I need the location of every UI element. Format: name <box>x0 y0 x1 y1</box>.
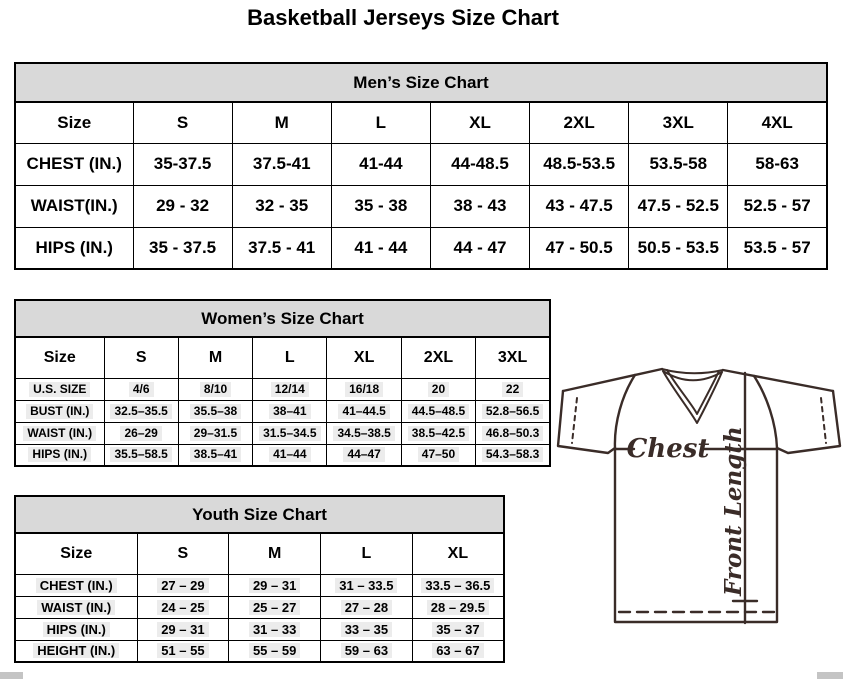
table-cell <box>401 400 475 422</box>
row-label <box>15 378 104 400</box>
column-header: Size <box>15 337 104 378</box>
table-cell <box>253 422 327 444</box>
cell-text: 38.5–41 <box>190 447 241 462</box>
column-header: M <box>178 337 252 378</box>
table-row <box>15 640 504 662</box>
row-label: CHEST (IN.) <box>15 143 133 185</box>
table-row <box>15 143 827 185</box>
table-cell <box>178 422 252 444</box>
cell-text: HIPS (IN.) <box>28 447 91 462</box>
scrollbar-thumb-right[interactable] <box>817 672 843 679</box>
column-header: 3XL <box>629 102 728 143</box>
cell-text: U.S. SIZE <box>29 382 90 397</box>
cell-text: 31 – 33.5 <box>335 578 397 593</box>
table-row <box>15 444 550 466</box>
table-cell <box>253 378 327 400</box>
table-row <box>15 102 827 143</box>
table-cell <box>137 596 229 618</box>
cell-text: 24 – 25 <box>157 600 208 615</box>
cell-text: 26–29 <box>120 426 161 441</box>
table-cell <box>321 618 413 640</box>
table-row <box>15 596 504 618</box>
column-header: Size <box>15 102 133 143</box>
mens-table-title: Men’s Size Chart <box>15 63 827 102</box>
table-cell: 38 - 43 <box>430 185 529 227</box>
cell-text: 63 – 67 <box>432 643 483 658</box>
table-cell <box>412 640 504 662</box>
table-cell <box>253 400 327 422</box>
table-row <box>15 378 550 400</box>
row-label <box>15 400 104 422</box>
table-row <box>15 618 504 640</box>
table-cell: 37.5-41 <box>232 143 331 185</box>
table-cell: 43 - 47.5 <box>530 185 629 227</box>
cell-text: 38.5–42.5 <box>408 426 469 441</box>
jersey-outline <box>563 369 662 391</box>
table-cell <box>476 400 550 422</box>
table-cell <box>327 422 401 444</box>
table-cell: 44 - 47 <box>430 227 529 269</box>
cell-text: 4/6 <box>129 382 154 397</box>
table-cell: 53.5-58 <box>629 143 728 185</box>
jersey-outline <box>723 370 833 391</box>
table-cell: 48.5-53.5 <box>530 143 629 185</box>
table-cell <box>229 640 321 662</box>
table-cell <box>327 400 401 422</box>
youth-table-title: Youth Size Chart <box>15 496 504 533</box>
table-cell <box>178 444 252 466</box>
table-cell <box>104 422 178 444</box>
table-cell <box>412 596 504 618</box>
table-row <box>15 533 504 574</box>
table-cell <box>137 640 229 662</box>
cell-text: 31 – 33 <box>249 622 300 637</box>
table-cell <box>401 444 475 466</box>
table-cell: 44-48.5 <box>430 143 529 185</box>
cell-text: 29–31.5 <box>190 426 241 441</box>
youth-size-table <box>14 495 505 663</box>
table-row <box>15 574 504 596</box>
table-cell: 41-44 <box>331 143 430 185</box>
column-header: 2XL <box>530 102 629 143</box>
jersey-left-sleeve <box>558 391 615 453</box>
table-cell: 35-37.5 <box>133 143 232 185</box>
cell-text: 41–44.5 <box>338 404 389 419</box>
womens-size-table <box>14 299 551 467</box>
table-cell: 41 - 44 <box>331 227 430 269</box>
jersey-seam <box>754 376 777 448</box>
scrollbar-thumb-left[interactable] <box>0 672 23 679</box>
cell-text: 16/18 <box>345 382 383 397</box>
table-cell: 50.5 - 53.5 <box>629 227 728 269</box>
table-cell: 29 - 32 <box>133 185 232 227</box>
table-row <box>15 496 504 533</box>
column-header: XL <box>412 533 504 574</box>
cell-text: 34.5–38.5 <box>333 426 394 441</box>
page-title: Basketball Jerseys Size Chart <box>247 5 559 30</box>
table-cell <box>327 444 401 466</box>
cell-text: 35.5–38 <box>190 404 241 419</box>
table-cell: 35 - 38 <box>331 185 430 227</box>
cell-text: 55 – 59 <box>249 643 300 658</box>
table-cell <box>178 400 252 422</box>
cell-text: 27 – 29 <box>157 578 208 593</box>
row-label <box>15 618 137 640</box>
cell-text: WAIST (IN.) <box>37 600 115 615</box>
table-cell <box>476 422 550 444</box>
column-header: XL <box>430 102 529 143</box>
table-cell <box>327 378 401 400</box>
table-cell <box>412 618 504 640</box>
jersey-diagram <box>555 360 843 679</box>
column-header: M <box>229 533 321 574</box>
row-label: WAIST(IN.) <box>15 185 133 227</box>
column-header: L <box>321 533 413 574</box>
table-cell <box>104 400 178 422</box>
cell-text: 47–50 <box>418 447 459 462</box>
cuff-dashed-line <box>821 398 826 443</box>
table-cell <box>476 378 550 400</box>
cell-text: 33.5 – 36.5 <box>421 578 494 593</box>
cell-text: 32.5–35.5 <box>110 404 171 419</box>
mens-size-table <box>14 62 828 270</box>
table-cell: 47 - 50.5 <box>530 227 629 269</box>
column-header: 2XL <box>401 337 475 378</box>
table-cell <box>104 444 178 466</box>
table-cell: 52.5 - 57 <box>728 185 827 227</box>
table-cell: 37.5 - 41 <box>232 227 331 269</box>
row-label: HIPS (IN.) <box>15 227 133 269</box>
table-cell <box>321 640 413 662</box>
column-header: M <box>232 102 331 143</box>
column-header: S <box>133 102 232 143</box>
cell-text: 20 <box>428 382 449 397</box>
column-header: 3XL <box>476 337 550 378</box>
womens-table-title: Women’s Size Chart <box>15 300 550 337</box>
table-cell <box>401 378 475 400</box>
table-row <box>15 227 827 269</box>
cell-text: 12/14 <box>271 382 309 397</box>
column-header: XL <box>327 337 401 378</box>
cell-text: WAIST (IN.) <box>23 426 96 441</box>
table-cell <box>137 574 229 596</box>
column-header: S <box>137 533 229 574</box>
cuff-dashed-line <box>572 398 577 443</box>
table-row <box>15 63 827 102</box>
table-cell <box>412 574 504 596</box>
cell-text: 8/10 <box>200 382 231 397</box>
row-label <box>15 596 137 618</box>
cell-text: 31.5–34.5 <box>259 426 320 441</box>
table-cell: 35 - 37.5 <box>133 227 232 269</box>
cell-text: 44–47 <box>343 447 384 462</box>
cell-text: 29 – 31 <box>157 622 208 637</box>
front-length-label: Front Length <box>720 426 747 596</box>
cell-text: 35 – 37 <box>432 622 483 637</box>
cell-text: 22 <box>502 382 523 397</box>
cell-text: 52.8–56.5 <box>482 404 543 419</box>
cell-text: 54.3–58.3 <box>482 447 543 462</box>
cell-text: 41–44 <box>269 447 310 462</box>
cell-text: 59 – 63 <box>341 643 392 658</box>
cell-text: 27 – 28 <box>341 600 392 615</box>
cell-text: BUST (IN.) <box>26 404 93 419</box>
table-cell: 58-63 <box>728 143 827 185</box>
cell-text: 51 – 55 <box>157 643 208 658</box>
table-cell <box>104 378 178 400</box>
cell-text: 33 – 35 <box>341 622 392 637</box>
table-cell <box>321 596 413 618</box>
table-row <box>15 400 550 422</box>
table-cell <box>401 422 475 444</box>
jersey-collar <box>662 369 723 373</box>
table-row <box>15 337 550 378</box>
table-cell: 32 - 35 <box>232 185 331 227</box>
jersey-body <box>615 448 777 622</box>
column-header: L <box>253 337 327 378</box>
cell-text: 28 – 29.5 <box>427 600 489 615</box>
column-header: 4XL <box>728 102 827 143</box>
table-cell <box>321 574 413 596</box>
table-row <box>15 185 827 227</box>
table-cell <box>178 378 252 400</box>
cell-text: 38–41 <box>269 404 310 419</box>
chest-label: Chest <box>626 434 710 464</box>
column-header: Size <box>15 533 137 574</box>
table-cell: 53.5 - 57 <box>728 227 827 269</box>
row-label <box>15 574 137 596</box>
cell-text: 46.8–50.3 <box>482 426 543 441</box>
table-cell <box>476 444 550 466</box>
table-cell <box>229 596 321 618</box>
table-cell <box>137 618 229 640</box>
cell-text: HEIGHT (IN.) <box>33 643 119 658</box>
cell-text: 44.5–48.5 <box>408 404 469 419</box>
jersey-right-sleeve <box>777 391 840 453</box>
cell-text: HIPS (IN.) <box>43 622 110 637</box>
column-header: S <box>104 337 178 378</box>
column-header: L <box>331 102 430 143</box>
table-row <box>15 300 550 337</box>
row-label <box>15 444 104 466</box>
cell-text: 25 – 27 <box>249 600 300 615</box>
row-label <box>15 422 104 444</box>
table-cell <box>229 574 321 596</box>
row-label <box>15 640 137 662</box>
cell-text: 29 – 31 <box>249 578 300 593</box>
table-row <box>15 422 550 444</box>
cell-text: CHEST (IN.) <box>36 578 117 593</box>
cell-text: 35.5–58.5 <box>110 447 171 462</box>
table-cell <box>229 618 321 640</box>
table-cell: 47.5 - 52.5 <box>629 185 728 227</box>
table-cell <box>253 444 327 466</box>
